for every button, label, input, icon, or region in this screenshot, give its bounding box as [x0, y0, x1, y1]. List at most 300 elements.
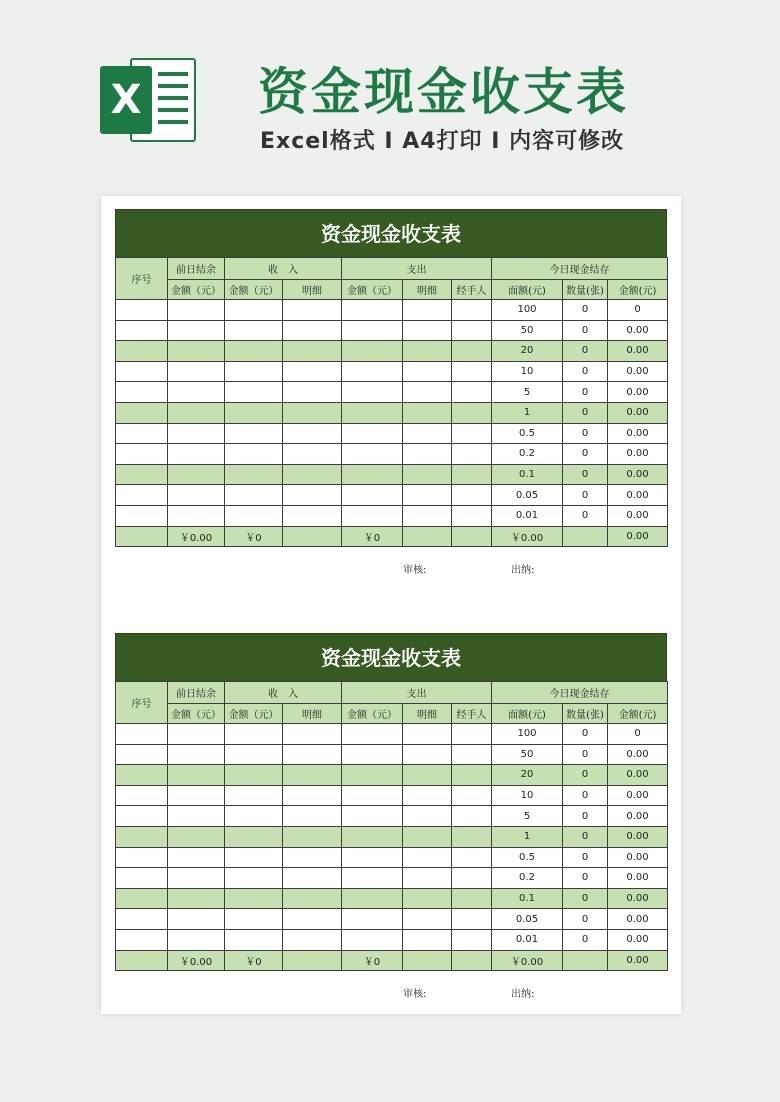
income-amount-cell[interactable]	[225, 444, 283, 465]
cash-table	[115, 257, 668, 547]
amount-cell[interactable]: 0.00	[608, 402, 668, 423]
income-detail-cell[interactable]	[283, 929, 342, 950]
table-row	[116, 724, 668, 745]
quantity-cell[interactable]: 0	[563, 929, 608, 950]
expense-amount-cell[interactable]	[342, 361, 403, 382]
income-detail-cell[interactable]	[283, 847, 342, 868]
amount-cell[interactable]: 0	[608, 300, 668, 321]
quantity-cell[interactable]: 0	[563, 765, 608, 786]
expense-amount-cell[interactable]	[342, 868, 403, 889]
quantity-cell[interactable]: 0	[563, 485, 608, 506]
income-detail-cell[interactable]	[283, 785, 342, 806]
income-amount-cell[interactable]	[225, 505, 283, 526]
table-row	[116, 300, 668, 321]
handler-cell[interactable]	[452, 382, 492, 403]
header-prev-amount: 金额（元）	[168, 704, 225, 724]
denomination-cell[interactable]: 0.01	[492, 505, 563, 526]
denomination-cell[interactable]: 1	[492, 402, 563, 423]
sign-footer	[115, 971, 667, 1013]
expense-amount-cell[interactable]	[342, 806, 403, 827]
income-detail-cell[interactable]	[283, 382, 342, 403]
total-income[interactable]: ￥0	[225, 950, 283, 971]
expense-amount-cell[interactable]	[342, 909, 403, 930]
total-row	[116, 526, 668, 547]
handler-cell[interactable]	[452, 485, 492, 506]
seq-cell[interactable]	[116, 464, 168, 485]
handler-cell[interactable]	[452, 423, 492, 444]
prev-balance-cell[interactable]	[168, 361, 225, 382]
total-amount[interactable]: 0.00	[608, 950, 668, 971]
income-amount-cell[interactable]	[225, 361, 283, 382]
handler-cell[interactable]	[452, 909, 492, 930]
amount-cell[interactable]: 0.00	[608, 744, 668, 765]
handler-cell[interactable]	[452, 826, 492, 847]
expense-detail-cell[interactable]	[403, 341, 452, 362]
total-income[interactable]: ￥0	[225, 526, 283, 547]
prev-balance-cell[interactable]	[168, 868, 225, 889]
expense-detail-cell[interactable]	[403, 361, 452, 382]
quantity-cell[interactable]: 0	[563, 806, 608, 827]
denomination-cell[interactable]: 50	[492, 744, 563, 765]
expense-detail-cell[interactable]	[403, 300, 452, 321]
header-income: 收 入	[225, 258, 342, 280]
prev-balance-cell[interactable]	[168, 402, 225, 423]
cash-table	[115, 681, 668, 971]
denomination-cell[interactable]: 0.05	[492, 909, 563, 930]
header-prev-balance: 前日结余	[168, 258, 225, 280]
expense-amount-cell[interactable]	[342, 382, 403, 403]
seq-cell[interactable]	[116, 888, 168, 909]
table-row	[116, 765, 668, 786]
income-detail-cell[interactable]	[283, 361, 342, 382]
income-amount-cell[interactable]	[225, 765, 283, 786]
income-detail-cell[interactable]	[283, 423, 342, 444]
header-income-detail: 明细	[283, 280, 342, 300]
income-amount-cell[interactable]	[225, 423, 283, 444]
quantity-cell[interactable]: 0	[563, 888, 608, 909]
table-row	[116, 847, 668, 868]
denomination-cell[interactable]: 100	[492, 724, 563, 745]
handler-cell[interactable]	[452, 929, 492, 950]
prev-balance-cell[interactable]	[168, 444, 225, 465]
total-expense-detail[interactable]	[403, 526, 452, 547]
handler-cell[interactable]	[452, 765, 492, 786]
prev-balance-cell[interactable]	[168, 765, 225, 786]
total-prev-balance[interactable]: ￥0.00	[168, 526, 225, 547]
quantity-cell[interactable]: 0	[563, 464, 608, 485]
prev-balance-cell[interactable]	[168, 341, 225, 362]
expense-detail-cell[interactable]	[403, 505, 452, 526]
header-seq: 序号	[116, 258, 168, 300]
quantity-cell[interactable]: 0	[563, 744, 608, 765]
total-expense[interactable]: ￥0	[342, 526, 403, 547]
income-detail-cell[interactable]	[283, 485, 342, 506]
denomination-cell[interactable]: 0.1	[492, 464, 563, 485]
expense-detail-cell[interactable]	[403, 847, 452, 868]
quantity-cell[interactable]: 0	[563, 724, 608, 745]
income-detail-cell[interactable]	[283, 888, 342, 909]
table-row	[116, 361, 668, 382]
income-amount-cell[interactable]	[225, 929, 283, 950]
prev-balance-cell[interactable]	[168, 300, 225, 321]
income-amount-cell[interactable]	[225, 888, 283, 909]
header-denomination: 面额(元)	[492, 280, 563, 300]
excel-icon-letter: X	[110, 77, 142, 123]
expense-amount-cell[interactable]	[342, 341, 403, 362]
denomination-cell[interactable]: 0.1	[492, 888, 563, 909]
review-label: 审核:	[403, 565, 427, 577]
denomination-cell[interactable]: 100	[492, 300, 563, 321]
seq-cell[interactable]	[116, 505, 168, 526]
denomination-cell[interactable]: 0.01	[492, 929, 563, 950]
seq-cell[interactable]	[116, 300, 168, 321]
expense-detail-cell[interactable]	[403, 806, 452, 827]
quantity-cell[interactable]: 0	[563, 444, 608, 465]
expense-amount-cell[interactable]	[342, 300, 403, 321]
header-handler: 经手人	[452, 280, 492, 300]
income-amount-cell[interactable]	[225, 806, 283, 827]
prev-balance-cell[interactable]	[168, 909, 225, 930]
expense-amount-cell[interactable]	[342, 320, 403, 341]
seq-cell[interactable]	[116, 724, 168, 745]
seq-cell[interactable]	[116, 744, 168, 765]
seq-cell[interactable]	[116, 806, 168, 827]
income-detail-cell[interactable]	[283, 744, 342, 765]
handler-cell[interactable]	[452, 785, 492, 806]
prev-balance-cell[interactable]	[168, 929, 225, 950]
income-amount-cell[interactable]	[225, 382, 283, 403]
amount-cell[interactable]: 0.00	[608, 888, 668, 909]
header-today-cash: 今日现金结存	[492, 258, 668, 280]
table-title: 资金现金收支表	[115, 633, 667, 681]
expense-amount-cell[interactable]	[342, 423, 403, 444]
seq-cell[interactable]	[116, 765, 168, 786]
denomination-cell[interactable]: 20	[492, 341, 563, 362]
handler-cell[interactable]	[452, 806, 492, 827]
expense-detail-cell[interactable]	[403, 929, 452, 950]
header-prev-amount: 金额（元）	[168, 280, 225, 300]
quantity-cell[interactable]: 0	[563, 382, 608, 403]
income-detail-cell[interactable]	[283, 765, 342, 786]
table-row	[116, 485, 668, 506]
income-amount-cell[interactable]	[225, 724, 283, 745]
income-detail-cell[interactable]	[283, 341, 342, 362]
review-label: 审核:	[403, 989, 427, 1001]
expense-amount-cell[interactable]	[342, 847, 403, 868]
handler-cell[interactable]	[452, 847, 492, 868]
amount-cell[interactable]: 0.00	[608, 847, 668, 868]
quantity-cell[interactable]: 0	[563, 341, 608, 362]
denomination-cell[interactable]: 20	[492, 765, 563, 786]
amount-cell[interactable]: 0.00	[608, 485, 668, 506]
amount-cell[interactable]: 0.00	[608, 361, 668, 382]
expense-amount-cell[interactable]	[342, 724, 403, 745]
header-expense-detail: 明细	[403, 280, 452, 300]
handler-cell[interactable]	[452, 444, 492, 465]
seq-cell[interactable]	[116, 785, 168, 806]
prev-balance-cell[interactable]	[168, 505, 225, 526]
total-income-detail[interactable]	[283, 950, 342, 971]
handler-cell[interactable]	[452, 341, 492, 362]
amount-cell[interactable]: 0.00	[608, 765, 668, 786]
income-detail-cell[interactable]	[283, 320, 342, 341]
seq-cell[interactable]	[116, 361, 168, 382]
income-amount-cell[interactable]	[225, 341, 283, 362]
expense-amount-cell[interactable]	[342, 785, 403, 806]
handler-cell[interactable]	[452, 464, 492, 485]
handler-cell[interactable]	[452, 361, 492, 382]
amount-cell[interactable]: 0.00	[608, 929, 668, 950]
header-expense: 支出	[342, 258, 492, 280]
amount-cell[interactable]: 0.00	[608, 444, 668, 465]
total-denomination[interactable]: ￥0.00	[492, 950, 563, 971]
denomination-cell[interactable]: 0.05	[492, 485, 563, 506]
header-expense-detail: 明细	[403, 704, 452, 724]
total-expense[interactable]: ￥0	[342, 950, 403, 971]
seq-cell[interactable]	[116, 444, 168, 465]
amount-cell[interactable]: 0.00	[608, 826, 668, 847]
seq-cell[interactable]	[116, 341, 168, 362]
expense-amount-cell[interactable]	[342, 402, 403, 423]
seq-cell[interactable]	[116, 909, 168, 930]
header-seq: 序号	[116, 682, 168, 724]
total-quantity[interactable]	[563, 950, 608, 971]
income-detail-cell[interactable]	[283, 444, 342, 465]
table-row	[116, 826, 668, 847]
expense-detail-cell[interactable]	[403, 785, 452, 806]
total-handler[interactable]	[452, 950, 492, 971]
quantity-cell[interactable]: 0	[563, 300, 608, 321]
amount-cell[interactable]: 0.00	[608, 423, 668, 444]
amount-cell[interactable]: 0.00	[608, 806, 668, 827]
header-income: 收 入	[225, 682, 342, 704]
prev-balance-cell[interactable]	[168, 485, 225, 506]
amount-cell[interactable]: 0.00	[608, 909, 668, 930]
seq-cell[interactable]	[116, 929, 168, 950]
income-amount-cell[interactable]	[225, 320, 283, 341]
expense-amount-cell[interactable]	[342, 464, 403, 485]
denomination-cell[interactable]: 1	[492, 826, 563, 847]
denomination-cell[interactable]: 5	[492, 806, 563, 827]
income-amount-cell[interactable]	[225, 402, 283, 423]
handler-cell[interactable]	[452, 320, 492, 341]
prev-balance-cell[interactable]	[168, 423, 225, 444]
prev-balance-cell[interactable]	[168, 744, 225, 765]
handler-cell[interactable]	[452, 888, 492, 909]
handler-cell[interactable]	[452, 402, 492, 423]
quantity-cell[interactable]: 0	[563, 847, 608, 868]
expense-detail-cell[interactable]	[403, 382, 452, 403]
total-expense-detail[interactable]	[403, 950, 452, 971]
prev-balance-cell[interactable]	[168, 724, 225, 745]
banner-subtitle: Excel格式 I A4打印 I 内容可修改	[260, 129, 625, 154]
denomination-cell[interactable]: 50	[492, 320, 563, 341]
amount-cell[interactable]: 0.00	[608, 505, 668, 526]
expense-detail-cell[interactable]	[403, 320, 452, 341]
income-amount-cell[interactable]	[225, 847, 283, 868]
header-today-cash: 今日现金结存	[492, 682, 668, 704]
prev-balance-cell[interactable]	[168, 785, 225, 806]
expense-detail-cell[interactable]	[403, 826, 452, 847]
income-detail-cell[interactable]	[283, 909, 342, 930]
seq-cell[interactable]	[116, 485, 168, 506]
header-amount: 金额(元)	[608, 280, 668, 300]
amount-cell[interactable]: 0.00	[608, 464, 668, 485]
expense-detail-cell[interactable]	[403, 444, 452, 465]
quantity-cell[interactable]: 0	[563, 505, 608, 526]
handler-cell[interactable]	[452, 724, 492, 745]
amount-cell[interactable]: 0.00	[608, 785, 668, 806]
table-row	[116, 868, 668, 889]
denomination-cell[interactable]: 0.2	[492, 444, 563, 465]
quantity-cell[interactable]: 0	[563, 909, 608, 930]
total-row	[116, 950, 668, 971]
handler-cell[interactable]	[452, 505, 492, 526]
table-row	[116, 444, 668, 465]
quantity-cell[interactable]: 0	[563, 423, 608, 444]
table-row	[116, 320, 668, 341]
header-denomination: 面额(元)	[492, 704, 563, 724]
expense-amount-cell[interactable]	[342, 765, 403, 786]
total-seq-cell[interactable]	[116, 526, 168, 547]
income-detail-cell[interactable]	[283, 868, 342, 889]
header-amount: 金额(元)	[608, 704, 668, 724]
amount-cell[interactable]: 0.00	[608, 320, 668, 341]
table-title: 资金现金收支表	[115, 209, 667, 257]
quantity-cell[interactable]: 0	[563, 320, 608, 341]
quantity-cell[interactable]: 0	[563, 785, 608, 806]
quantity-cell[interactable]: 0	[563, 361, 608, 382]
seq-cell[interactable]	[116, 423, 168, 444]
expense-detail-cell[interactable]	[403, 485, 452, 506]
table-row	[116, 806, 668, 827]
handler-cell[interactable]	[452, 300, 492, 321]
header-income-amount: 金额（元）	[225, 704, 283, 724]
expense-detail-cell[interactable]	[403, 423, 452, 444]
denomination-cell[interactable]: 5	[492, 382, 563, 403]
cash-table-2	[115, 633, 667, 1013]
banner-title: 资金现金收支表	[258, 63, 629, 121]
seq-cell[interactable]	[116, 320, 168, 341]
income-detail-cell[interactable]	[283, 300, 342, 321]
prev-balance-cell[interactable]	[168, 847, 225, 868]
handler-cell[interactable]	[452, 868, 492, 889]
seq-cell[interactable]	[116, 826, 168, 847]
amount-cell[interactable]: 0.00	[608, 868, 668, 889]
quantity-cell[interactable]: 0	[563, 402, 608, 423]
expense-detail-cell[interactable]	[403, 909, 452, 930]
table-row	[116, 341, 668, 362]
header-expense-amount: 金额（元）	[342, 704, 403, 724]
denomination-cell[interactable]: 0.5	[492, 847, 563, 868]
total-seq-cell[interactable]	[116, 950, 168, 971]
expense-amount-cell[interactable]	[342, 744, 403, 765]
income-amount-cell[interactable]	[225, 485, 283, 506]
expense-amount-cell[interactable]	[342, 444, 403, 465]
income-amount-cell[interactable]	[225, 300, 283, 321]
handler-cell[interactable]	[452, 744, 492, 765]
table-row	[116, 929, 668, 950]
denomination-cell[interactable]: 10	[492, 361, 563, 382]
expense-amount-cell[interactable]	[342, 505, 403, 526]
table-row	[116, 785, 668, 806]
expense-amount-cell[interactable]	[342, 929, 403, 950]
banner	[0, 0, 780, 190]
prev-balance-cell[interactable]	[168, 826, 225, 847]
income-amount-cell[interactable]	[225, 826, 283, 847]
income-amount-cell[interactable]	[225, 464, 283, 485]
quantity-cell[interactable]: 0	[563, 826, 608, 847]
expense-detail-cell[interactable]	[403, 744, 452, 765]
header-expense: 支出	[342, 682, 492, 704]
amount-cell[interactable]: 0.00	[608, 341, 668, 362]
quantity-cell[interactable]: 0	[563, 868, 608, 889]
header-income-detail: 明细	[283, 704, 342, 724]
expense-amount-cell[interactable]	[342, 485, 403, 506]
seq-cell[interactable]	[116, 382, 168, 403]
header-quantity: 数量(张)	[563, 704, 608, 724]
income-detail-cell[interactable]	[283, 826, 342, 847]
income-amount-cell[interactable]	[225, 785, 283, 806]
cashier-label: 出纳:	[511, 565, 535, 577]
income-amount-cell[interactable]	[225, 909, 283, 930]
table-row	[116, 423, 668, 444]
income-amount-cell[interactable]	[225, 868, 283, 889]
total-prev-balance[interactable]: ￥0.00	[168, 950, 225, 971]
excel-icon	[100, 52, 200, 148]
prev-balance-cell[interactable]	[168, 320, 225, 341]
seq-cell[interactable]	[116, 868, 168, 889]
total-handler[interactable]	[452, 526, 492, 547]
table-row	[116, 505, 668, 526]
prev-balance-cell[interactable]	[168, 888, 225, 909]
prev-balance-cell[interactable]	[168, 464, 225, 485]
seq-cell[interactable]	[116, 847, 168, 868]
table-row	[116, 402, 668, 423]
prev-balance-cell[interactable]	[168, 806, 225, 827]
income-detail-cell[interactable]	[283, 806, 342, 827]
expense-detail-cell[interactable]	[403, 765, 452, 786]
expense-amount-cell[interactable]	[342, 888, 403, 909]
expense-amount-cell[interactable]	[342, 826, 403, 847]
expense-detail-cell[interactable]	[403, 724, 452, 745]
income-amount-cell[interactable]	[225, 744, 283, 765]
prev-balance-cell[interactable]	[168, 382, 225, 403]
table-row	[116, 464, 668, 485]
denomination-cell[interactable]: 10	[492, 785, 563, 806]
expense-detail-cell[interactable]	[403, 888, 452, 909]
expense-detail-cell[interactable]	[403, 402, 452, 423]
amount-cell[interactable]: 0.00	[608, 382, 668, 403]
denomination-cell[interactable]: 0.2	[492, 868, 563, 889]
expense-detail-cell[interactable]	[403, 464, 452, 485]
expense-detail-cell[interactable]	[403, 868, 452, 889]
total-quantity[interactable]	[563, 526, 608, 547]
total-amount[interactable]: 0.00	[608, 526, 668, 547]
sign-footer	[115, 547, 667, 589]
header-expense-amount: 金额（元）	[342, 280, 403, 300]
amount-cell[interactable]: 0	[608, 724, 668, 745]
denomination-cell[interactable]: 0.5	[492, 423, 563, 444]
table-row	[116, 744, 668, 765]
income-detail-cell[interactable]	[283, 402, 342, 423]
seq-cell[interactable]	[116, 402, 168, 423]
income-detail-cell[interactable]	[283, 724, 342, 745]
total-income-detail[interactable]	[283, 526, 342, 547]
income-detail-cell[interactable]	[283, 464, 342, 485]
total-denomination[interactable]: ￥0.00	[492, 526, 563, 547]
income-detail-cell[interactable]	[283, 505, 342, 526]
